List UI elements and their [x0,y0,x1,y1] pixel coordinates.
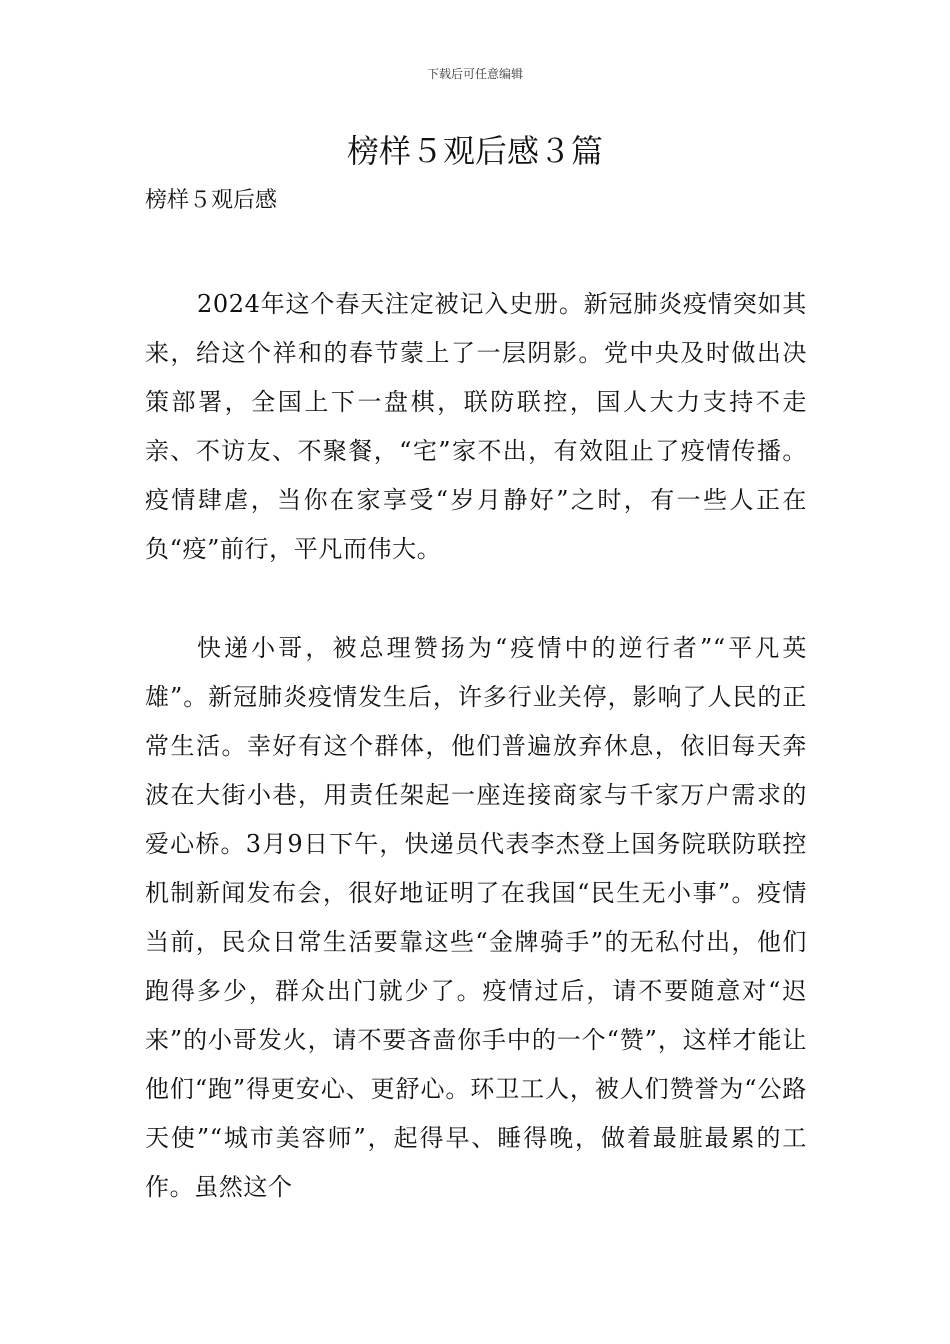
paragraph-1: 2024年这个春天注定被记入史册。新冠肺炎疫情突如其来，给这个祥和的春节蒙上了一层阴影。党中央及时做出决策部署，全国上下一盘棋，联防联控，国人大力支持不走亲、不访友、不聚餐，“宅”家不出，有效阻止了疫情传播。疫情肆虐，当你在家享受“岁月静好”之时，有一些人正在负“疫”前行，平凡而伟大。 [145,290,807,563]
header-note: 下载后可任意编辑 [426,67,523,81]
document-subtitle: 榜样５观后感 [145,188,278,213]
document-title: 榜样５观后感３篇 [346,132,603,170]
paragraph-2: 快递小哥，被总理赞扬为“疫情中的逆行者”“平凡英雄”。新冠肺炎疫情发生后，许多行业关停，影响了人民的正常生活。幸好有这个群体，他们普遍放弃休息，依旧每天奔波在大街小巷，用责任架起一座连接商家与千家万户需求的爱心桥。3月9日下午，快递员代表李杰登上国务院联防联控机制新闻发布会，很好地证明了在我国“民生无小事”。疫情当前，民众日常生活要靠这些“金牌骑手”的无私付出，他们跑得多少，群众出门就少了。疫情过后，请不要随意对“迟来”的小哥发火，请不要吝啬你手中的一个“赞”，这样才能让他们“跑”得更安心、更舒心。环卫工人，被人们赞誉为“公路天使”“城市美容师”，起得早、睡得晚，做着最脏最累的工作。虽然这个 [145,634,807,1201]
